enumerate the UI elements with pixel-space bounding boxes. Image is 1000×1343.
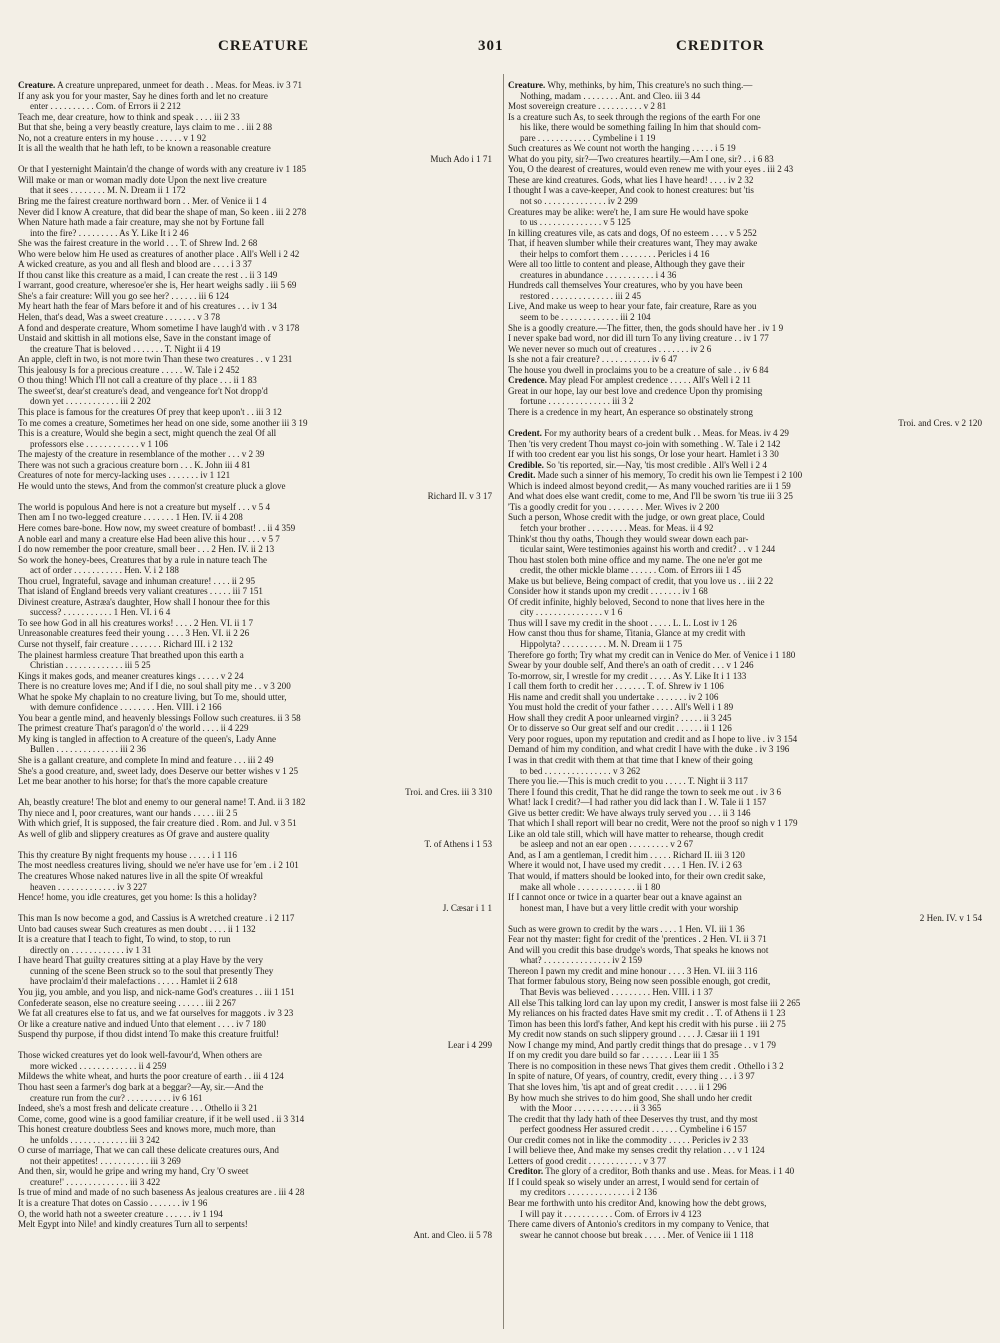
entry-line: honest man, I have but a very little credit with your worship bbox=[520, 902, 739, 913]
entry-line: Creature. A creature unprepared, unmeet for death . . Meas. for Meas. iv 3 71 bbox=[18, 80, 303, 90]
entry-line: That, if heaven slumber while their creatures want, They may awake bbox=[508, 238, 758, 249]
entry-line: Christian . . . . . . . . . . . . . iii 5 25 bbox=[30, 660, 151, 671]
entry-line: How shall they credit A poor unlearned virgin? . . . . . ii 3 245 bbox=[508, 712, 732, 723]
entry-line: Or to disserve so Our great self and our credit . . . . . . ii 1 126 bbox=[508, 723, 732, 734]
entry-line: to us . . . . . . . . . . . . . . v 5 125 bbox=[520, 217, 631, 228]
entry-line: Suspend thy purpose, if thou didst intend To make this creature fruitful! bbox=[18, 1029, 279, 1040]
entry-line: Demand of him my condition, and what credit I have with the duke . iv 3 196 bbox=[508, 744, 790, 755]
entry-line: Creatures may be alike: were't he, I am sure He would have spoke bbox=[508, 206, 749, 217]
running-head-left: CREATURE bbox=[218, 38, 310, 54]
entry-line: his like, there would be something failing In him that should com- bbox=[520, 122, 761, 133]
headword: Credible. bbox=[508, 459, 544, 470]
entry-line: This jealousy Is for a precious creature . . . . . W. Tale i 2 452 bbox=[18, 364, 240, 375]
entry-line: O thou thing! Which I'll not call a creature of thy place . . . ii 1 83 bbox=[18, 375, 257, 386]
entry-line: Is true of mind and made of no such baseness As jealous creatures are . iii 4 28 bbox=[18, 1187, 305, 1198]
entry-line: ticular saint, Were testimonies against his worth and credit? . . v 1 244 bbox=[520, 544, 776, 555]
entry-line: Such a person, Whose credit with the judge, or own great place, Could bbox=[508, 512, 765, 523]
entry-line: Never did I know A creature, that did bear the shape of man, So keen . iii 2 278 bbox=[18, 206, 307, 217]
entry-line: Make us but believe, Being compact of credit, that you love us . . iii 2 22 bbox=[508, 575, 774, 586]
entry-line: This thy creature By night frequents my house . . . . . i 1 116 bbox=[18, 849, 237, 860]
entry-line: I have heard That guilty creatures sitting at a play Have by the very bbox=[18, 955, 264, 966]
entry-line: creatures in abundance . . . . . . . . . . . i 4 36 bbox=[520, 269, 677, 280]
entry-line: My credit now stands on such slippery ground . . . . J. Cæsar iii 1 191 bbox=[508, 1029, 761, 1040]
entry-line: fetch your brother . . . . . . . . . Meas. for Meas. ii 4 92 bbox=[520, 522, 714, 533]
entry-line: O curse of marriage, That we can call these delicate creatures ours, And bbox=[18, 1145, 279, 1156]
headword: Creature. bbox=[18, 80, 56, 90]
entry-line: There is no creature loves me; And if I die, no soul shall pity me . . v 3 200 bbox=[18, 681, 291, 692]
entry-line: Troi. and Cres. iii 3 310 bbox=[405, 786, 492, 797]
entry-line: Kings it makes gods, and meaner creatures kings . . . . . v 2 24 bbox=[18, 670, 244, 681]
entry-line: What! lack I credit?—I had rather you did lack than I . W. Tale ii 1 157 bbox=[508, 797, 767, 808]
entry-line: Creatures of note for mercy-lacking uses . . . . . . . iv 1 121 bbox=[18, 470, 231, 481]
entry-line: No, not a creature enters in my house . . . . . . v 1 92 bbox=[18, 132, 207, 143]
entry-line: That would, if matters should be looked into, for their own credit sake, bbox=[508, 871, 766, 882]
entry-line: She's a fair creature: Will you go see her? . . . . . . iii 6 124 bbox=[18, 290, 229, 301]
entry-line: She was the fairest creature in the world . . . T. of Shrew Ind. 2 68 bbox=[18, 238, 258, 249]
headword: Creature. bbox=[508, 80, 546, 90]
entry-line: Unreasonable creatures feed their young . . . . 3 Hen. VI. ii 2 26 bbox=[18, 628, 250, 639]
entry-line: And what does else want credit, come to me, And I'll be sworn 'tis true iii 3 25 bbox=[508, 491, 793, 502]
entry-line: Thy niece and I, poor creatures, want our hands . . . . . iii 2 5 bbox=[18, 807, 238, 818]
entry-line: But that she, being a very beastly creature, lays claim to me . . iii 2 88 bbox=[18, 122, 273, 133]
headword: Credence. bbox=[508, 375, 547, 386]
entry-line: Timon has been this lord's father, And kept his credit with his purse . iii 2 75 bbox=[508, 1018, 786, 1029]
entry-line: Helen, that's dead, Was a sweet creature . . . . . . . v 3 78 bbox=[18, 312, 220, 323]
entry-line: He would unto the stews, And from the common'st creature pluck a glove bbox=[18, 480, 286, 491]
entry-line: She is a goodly creature.—The fitter, then, the gods should have her . iv 1 9 bbox=[508, 322, 784, 333]
entry-line: Credible. So 'tis reported, sir.—Nay, 'tis most credible . All's Well i 2 4 bbox=[508, 459, 767, 470]
entry-line: down yet . . . . . . . . . . . . iii 2 202 bbox=[30, 396, 151, 407]
entry-line: Thereon I pawn my credit and mine honour . . . . 3 Hen. VI. iii 3 116 bbox=[508, 965, 758, 976]
entry-line: In spite of nature, Of years, of country, credit, every thing . . . i 3 97 bbox=[508, 1071, 755, 1082]
entry-line: And then, sir, would he gripe and wring my hand, Cry 'O sweet bbox=[18, 1166, 249, 1177]
entry-line: Will make or man or woman madly dote Upon the next live creature bbox=[18, 174, 267, 185]
entry-line: That Bevis was believed . . . . . . . . . Hen. VIII. i 1 37 bbox=[520, 987, 713, 998]
entry-line: To-morrow, sir, I wrestle for my credit . . . . . As Y. Like It i 1 133 bbox=[508, 670, 747, 681]
entry-line: There came divers of Antonio's creditors in my company to Venice, that bbox=[508, 1219, 770, 1230]
entry-line: Of credit infinite, highly beloved, Second to none that lives here in the bbox=[508, 596, 765, 607]
entry-line: Letters of good credit . . . . . . . . . . . . v 3 77 bbox=[508, 1155, 667, 1166]
entry-line: All else This talking lord can lay upon my credit, I answer is most false iii 2 265 bbox=[508, 997, 801, 1008]
entry-line: not their appetites! . . . . . . . . . . . iii 3 269 bbox=[30, 1155, 181, 1166]
entry-line: And, as I am a gentleman, I credit him . . . . . Richard II. iii 3 120 bbox=[508, 849, 745, 860]
entry-line: their helps to comfort them . . . . . . . . Pericles i 4 16 bbox=[520, 248, 710, 259]
entry-line: If I could speak so wisely under an arrest, I would send for certain of bbox=[508, 1176, 759, 1187]
entry-line: If thou canst like this creature as a maid, I can create the rest . . ii 3 149 bbox=[18, 269, 278, 280]
entry-line: creature!' . . . . . . . . . . . . . . iii 3 422 bbox=[30, 1176, 161, 1187]
entry-line: directly on . . . . . . . . . . . . iv 1 31 bbox=[30, 944, 152, 955]
entry-line: my creditors . . . . . . . . . . . . . . i 2 136 bbox=[520, 1187, 657, 1198]
entry-line: 'Tis a goodly credit for you . . . . . . . . Mer. Wives iv 2 200 bbox=[508, 501, 720, 512]
entry-line: There you lie.—This is much credit to you . . . . . T. Night ii 3 117 bbox=[508, 776, 748, 787]
entry-line: more wicked . . . . . . . . . . . . . ii 4 259 bbox=[30, 1060, 167, 1071]
entry-line: My heart hath the fear of Mars before it and of his creatures . . . iv 1 34 bbox=[18, 301, 277, 312]
entry-line: with the Moor . . . . . . . . . . . . . ii 3 365 bbox=[520, 1103, 662, 1114]
entry-line: Bear me forthwith unto his creditor And, knowing how the debt grows, bbox=[508, 1197, 767, 1208]
page-number: 301 bbox=[478, 38, 504, 54]
entry-line: His name and credit shall you undertake . . . . . . . iv 2 106 bbox=[508, 691, 719, 702]
right-column bbox=[508, 80, 984, 1240]
headword: Credent. bbox=[508, 428, 542, 439]
entry-line: The creatures Whose naked natures live in all the spite Of wreakful bbox=[18, 871, 264, 882]
entry-line: Much Ado i 1 71 bbox=[430, 153, 492, 164]
entry-line: You, O the dearest of creatures, would even renew me with your eyes . iii 2 43 bbox=[508, 164, 794, 175]
entry-line: O, the world hath not a sweeter creature . . . . . . iv 1 194 bbox=[18, 1208, 223, 1219]
entry-line: Hence! home, you idle creatures, get you home: Is this a holiday? bbox=[18, 892, 257, 903]
entry-line: city . . . . . . . . . . . . . . . v 1 6 bbox=[520, 607, 623, 618]
entry-line: have proclaim'd their malefactions . . . . . Hamlet ii 2 618 bbox=[30, 976, 238, 987]
entry-line: 2 Hen. IV. v 1 54 bbox=[919, 913, 982, 924]
entry-line: seem to be . . . . . . . . . . . . . iii 2 104 bbox=[520, 312, 651, 323]
entry-line: Curse not thyself, fair creature . . . . . . . Richard III. i 2 132 bbox=[18, 638, 233, 649]
headword: Creditor. bbox=[508, 1166, 544, 1177]
entry-line: That which I shall report will bear no credit, Were not the proof so nigh v 1 179 bbox=[508, 818, 798, 829]
entry-line: Think'st thou thy oaths, Though they would swear down each par- bbox=[508, 533, 749, 544]
entry-line: You must hold the credit of your father . . . . . All's Well i 1 89 bbox=[508, 702, 734, 713]
entry-line: T. of Athens i 1 53 bbox=[424, 839, 492, 850]
entry-line: I call them forth to credit her . . . . . . . T. of. Shrew iv 1 106 bbox=[508, 681, 724, 692]
entry-line: I do now remember the poor creature, small beer . . . 2 Hen. IV. ii 2 13 bbox=[18, 544, 275, 555]
entry-line: Most sovereign creature . . . . . . . . . . v 2 81 bbox=[508, 101, 667, 112]
entry-line: Unstaid and skittish in all motions else, Save in the constant image of bbox=[18, 333, 271, 344]
entry-line: There is no composition in these news That gives them credit . Othello i 3 2 bbox=[508, 1060, 784, 1071]
entry-line: I never spake bad word, nor did ill turn To any living creature . . iv 1 77 bbox=[508, 333, 769, 344]
entry-line: Let me bear another to his horse; for that's the more capable creature bbox=[18, 776, 268, 787]
entry-line: enter . . . . . . . . . . Com. of Errors ii 2 212 bbox=[30, 101, 181, 112]
entry-line: The plainest harmless creature That breathed upon this earth a bbox=[18, 649, 244, 660]
entry-line: Divinest creature, Astræa's daughter, How shall I honour thee for this bbox=[18, 596, 270, 607]
entry-line: Creditor. The glory of a creditor, Both thanks and use . Meas. for Meas. i 1 40 bbox=[508, 1166, 795, 1177]
entry-line: not so . . . . . . . . . . . . . . iv 2 299 bbox=[520, 196, 638, 207]
entry-line: As well of glib and slippery creatures as Of grave and austere quality bbox=[18, 828, 270, 839]
entry-line: Hippolyta? . . . . . . . . . . M. N. Dream ii 1 75 bbox=[520, 638, 683, 649]
entry-line: Thou cruel, Ingrateful, savage and inhuman creature! . . . . ii 2 95 bbox=[18, 575, 256, 586]
entry-line: Troi. and Cres. v 2 120 bbox=[898, 417, 982, 428]
entry-line: Credit. Made such a sinner of his memory, To credit his own lie Tempest i 2 100 bbox=[508, 470, 803, 481]
left-column bbox=[18, 80, 494, 1240]
entry-line: Here comes bare-bone. How now, my sweet creature of bombast! . . ii 4 359 bbox=[18, 522, 296, 533]
entry-line: to bed . . . . . . . . . . . . . . . v 3 262 bbox=[520, 765, 641, 776]
entry-line: The majesty of the creature in resemblance of the mother . . . v 2 39 bbox=[18, 449, 265, 460]
entry-line: Live, And make us weep to hear your fate, fair creature, Rare as you bbox=[508, 301, 757, 312]
entry-line: Then am I no two-legged creature . . . . . . . 1 Hen. IV. ii 4 208 bbox=[18, 512, 243, 523]
entry-line: Credence. May plead For amplest credence . . . . . All's Well i 2 11 bbox=[508, 375, 751, 386]
entry-line: So work the honey-bees, Creatures that by a rule in nature teach The bbox=[18, 554, 268, 565]
entry-line: My king is tangled in affection to A creature of the queen's, Lady Anne bbox=[18, 733, 277, 744]
entry-line: To see how God in all his creatures works! . . . . 2 Hen. VI. ii 1 7 bbox=[18, 617, 254, 628]
entry-line: he unfolds . . . . . . . . . . . . . iii 3 242 bbox=[30, 1134, 160, 1145]
entry-line: Which is indeed almost beyond credit,— As many vouched rarities are ii 1 59 bbox=[508, 480, 791, 491]
entry-line: Unto bad causes swear Such creatures as men doubt . . . . ii 1 132 bbox=[18, 923, 256, 934]
entry-line: The most needless creatures living, should we ne'er have use for 'em . i 2 101 bbox=[18, 860, 299, 871]
entry-line: A noble earl and many a creature else Had been alive this hour . . . v 5 7 bbox=[18, 533, 280, 544]
entry-line: perfect goodness Her assured credit . . . . . . Cymbeline i 6 157 bbox=[520, 1124, 747, 1135]
entry-line: Thou hast stolen both mine office and my name. The one ne'er got me bbox=[508, 554, 763, 565]
entry-line: Or like a creature native and indued Unto that element . . . . iv 7 180 bbox=[18, 1018, 266, 1029]
running-head-right: CREDITOR bbox=[676, 38, 765, 54]
entry-line: The primest creature That's paragon'd o' the world . . . . ii 4 229 bbox=[18, 723, 249, 734]
entry-line: Hundreds call themselves Your creatures, who by you have been bbox=[508, 280, 743, 291]
entry-line: Is a creature such As, to seek through the regions of the earth For one bbox=[508, 111, 761, 122]
entry-line: that it sees . . . . . . . . M. N. Dream ii 1 172 bbox=[30, 185, 186, 196]
entry-line: success? . . . . . . . . . . . 1 Hen. VI. i 6 4 bbox=[30, 607, 171, 618]
entry-line: restored . . . . . . . . . . . . . . iii 2 45 bbox=[520, 290, 641, 301]
entry-line: How canst thou thus for shame, Titania, Glance at my credit with bbox=[508, 628, 746, 639]
entry-line: The credit that thy lady hath of thee Deserves thy trust, and thy most bbox=[508, 1113, 758, 1124]
entry-line: professors else . . . . . . . . . . . . v 1 106 bbox=[30, 438, 168, 449]
entry-line: It is a creature That dotes on Cassio . . . . . . . iv 1 96 bbox=[18, 1197, 208, 1208]
entry-line: You bear a gentle mind, and heavenly blessings Follow such creatures. ii 3 58 bbox=[18, 712, 301, 723]
entry-line: The house you dwell in proclaims you to be a creature of sale . . iv 6 84 bbox=[508, 364, 769, 375]
entry-line: Such creatures as We count not worth the hanging . . . . . i 5 19 bbox=[508, 143, 736, 154]
entry-line: Therefore go forth; Try what my credit can in Venice do Mer. of Venice i 1 180 bbox=[508, 649, 796, 660]
entry-line: I will pay it . . . . . . . . . . . Com. of Errors iv 4 123 bbox=[520, 1208, 702, 1219]
entry-line: A wicked creature, as you and all flesh and blood are . . . . i 3 37 bbox=[18, 259, 252, 270]
entry-line: A fond and desperate creature, Whom sometime I have laugh'd with . v 3 178 bbox=[18, 322, 300, 333]
entry-line: Such as were grown to credit by the wars . . . . 1 Hen. VI. iii 1 36 bbox=[508, 923, 745, 934]
entry-line: Our credit comes not in like the commodity . . . . . Pericles iv 2 33 bbox=[508, 1134, 749, 1145]
entry-line: what? . . . . . . . . . . . . . . . iv 2 159 bbox=[520, 955, 642, 966]
entry-line: make all whole . . . . . . . . . . . . . ii 1 80 bbox=[520, 881, 661, 892]
entry-line: This place is famous for the creatures Of prey that keep upon't . . iii 3 12 bbox=[18, 406, 282, 417]
entry-line: By how much she strives to do him good, She shall undo her credit bbox=[508, 1092, 752, 1103]
entry-line: This man Is now become a god, and Cassius is A wretched creature . i 2 117 bbox=[18, 913, 295, 924]
column-divider bbox=[503, 74, 504, 1329]
entry-line: She is a gallant creature, and complete In mind and feature . . . iii 2 49 bbox=[18, 755, 274, 765]
entry-line: If I cannot once or twice in a quarter bear out a knave against an bbox=[508, 892, 742, 903]
entry-line: Melt Egypt into Nile! and kindly creatures Turn all to serpents! bbox=[18, 1219, 248, 1230]
entry-line: the creature That is beloved . . . . . . . T. Night ii 4 19 bbox=[30, 343, 221, 354]
entry-line: We fat all creatures else to fat us, and we fat ourselves for maggots . iv 3 23 bbox=[18, 1008, 294, 1019]
entry-line: into the fire? . . . . . . . . . As Y. Like It i 2 46 bbox=[30, 227, 189, 238]
entry-line: If any ask you for your master, Say he dines forth and let no creature bbox=[18, 90, 268, 101]
entry-line: In killing creatures vile, as cats and dogs, Of no esteem . . . . v 5 252 bbox=[508, 227, 757, 238]
entry-line: To me comes a creature, Sometimes her head on one side, some another iii 3 19 bbox=[18, 417, 308, 428]
entry-line: These are kind creatures. Gods, what lies I have heard! . . . . iv 2 32 bbox=[508, 174, 754, 185]
entry-line: cunning of the scene Been struck so to the soul that presently They bbox=[30, 965, 274, 976]
entry-line: Now I change my mind, And partly credit things that do presage . . v 1 79 bbox=[508, 1039, 776, 1050]
entry-line: act of order . . . . . . . . . . . Hen. V. i 2 188 bbox=[30, 565, 179, 576]
entry-line: Bullen . . . . . . . . . . . . . . iii 2 36 bbox=[30, 744, 146, 755]
entry-line: Mildews the white wheat, and hurts the poor creature of earth . . iii 4 124 bbox=[18, 1071, 284, 1082]
entry-line: What do you pity, sir?—Two creatures heartily.—Am I one, sir? . . i 6 83 bbox=[508, 153, 774, 164]
entry-line: Thus will I save my credit in the shoot . . . . . L. L. Lost iv 1 26 bbox=[508, 617, 737, 628]
entry-line: pare . . . . . . . . . . . . Cymbeline i 1 19 bbox=[520, 132, 656, 143]
entry-line: What he spoke My chaplain to no creature living, but To me, should utter, bbox=[18, 691, 287, 702]
entry-line: Swear by your double self, And there's an oath of credit . . . v 1 246 bbox=[508, 660, 754, 671]
entry-line: Richard II. v 3 17 bbox=[427, 491, 492, 502]
entry-line: This is a creature, Would she begin a sect, might quench the zeal Of all bbox=[18, 428, 277, 439]
entry-line: Were all too little to content and please, Although they gave their bbox=[508, 259, 745, 270]
entry-line: Thou hast seen a farmer's dog bark at a beggar?—Ay, sir.—And the bbox=[18, 1081, 264, 1092]
entry-line: If with too credent ear you list his songs, Or lose your heart. Hamlet i 3 30 bbox=[508, 449, 779, 460]
entry-line: Ah, beastly creature! The blot and enemy to our general name! T. And. ii 3 182 bbox=[18, 797, 306, 808]
entry-line: Or that I yesternight Maintain'd the change of words with any creature iv 1 185 bbox=[18, 164, 307, 175]
entry-line: Come, come, good wine is a good familiar creature, if it be well used . ii 3 314 bbox=[18, 1113, 305, 1124]
entry-line: The sweet'st, dear'st creature's dead, and vengeance for't Not dropp'd bbox=[18, 385, 268, 396]
entry-line: She's a good creature, and, sweet lady, does Deserve our better wishes v 1 25 bbox=[18, 765, 299, 776]
entry-line: Teach me, dear creature, how to think and speak . . . . iii 2 33 bbox=[18, 111, 240, 122]
entry-line: That she loves him, 'tis apt and of great credit . . . . . ii 1 296 bbox=[508, 1081, 727, 1092]
entry-line: My reliances on his fracted dates Have smit my credit . . T. of Athens ii 1 23 bbox=[508, 1008, 786, 1019]
entry-line: fortune . . . . . . . . . . . . . . iii 3 2 bbox=[520, 396, 634, 407]
entry-line: Is she not a fair creature? . . . . . . . . . . . iv 6 47 bbox=[508, 354, 678, 365]
entry-line: There was not such a gracious creature born . . . K. John iii 4 81 bbox=[18, 459, 251, 470]
entry-line: That former fabulous story, Being now seen possible enough, got credit, bbox=[508, 976, 771, 987]
entry-line: Credent. For my authority bears of a credent bulk . . Meas. for Meas. iv 4 29 bbox=[508, 428, 789, 439]
entry-line: I warrant, good creature, wheresoe'er she is, Her heart weighs sadly . iii 5 69 bbox=[18, 280, 297, 291]
entry-line: Confederate season, else no creature seeing . . . . . . iii 2 267 bbox=[18, 997, 236, 1008]
entry-line: An apple, cleft in two, is not more twin Than these two creatures . . v 1 231 bbox=[18, 354, 293, 365]
entry-line: J. Cæsar i 1 1 bbox=[442, 902, 492, 913]
entry-line: That island of England breeds very valiant creatures . . . . . iii 7 151 bbox=[18, 586, 263, 597]
entry-line: Very poor rogues, upon my reputation and credit and as I hope to live . iv 3 154 bbox=[508, 733, 798, 744]
entry-line: I thought I was a cave-keeper, And cook to honest creatures: but 'tis bbox=[508, 185, 754, 196]
entry-line: Fear not thy master: fight for credit of the 'prentices . 2 Hen. VI. ii 3 71 bbox=[508, 934, 767, 945]
entry-line: credit, the other mickle blame . . . . . . Com. of Errors iii 1 45 bbox=[520, 565, 742, 576]
entry-line: Where it would not, I have used my credit . . . . 1 Hen. IV. i 2 63 bbox=[508, 860, 742, 871]
entry-line: Give us better credit: We have always truly served you . . . ii 3 146 bbox=[508, 807, 751, 818]
entry-line: Lear i 4 299 bbox=[447, 1039, 492, 1050]
entry-line: It is a creature that I teach to fight, To wind, to stop, to run bbox=[18, 934, 231, 945]
entry-line: If on my credit you dare build so far . . . . . . . Lear iii 1 35 bbox=[508, 1050, 719, 1061]
entry-line: And will you credit this base drudge's words, That speaks he knows not bbox=[508, 944, 769, 955]
entry-line: heaven . . . . . . . . . . . . . iv 3 227 bbox=[30, 881, 147, 892]
entry-line: When Nature hath made a fair creature, may she not by Fortune fall bbox=[18, 217, 265, 228]
entry-line: with demure confidence . . . . . . . . Hen. VIII. i 2 166 bbox=[30, 702, 222, 713]
entry-line: You jig, you amble, and you lisp, and nick-name God's creatures . . iii 1 151 bbox=[18, 987, 295, 998]
entry-line: swear he cannot choose but break . . . . . Mer. of Venice iii 1 118 bbox=[520, 1229, 754, 1240]
entry-line: It is all the wealth that he hath left, to be known a reasonable creature bbox=[18, 143, 271, 154]
entry-line: Those wicked creatures yet do look well-favour'd, When others are bbox=[18, 1050, 262, 1061]
entry-line: Ant. and Cleo. ii 5 78 bbox=[413, 1229, 492, 1240]
entry-line: Great in our hope, lay our best love and credence Upon thy promising bbox=[508, 385, 763, 396]
entry-line: I was in that credit with them at that time that I knew of their going bbox=[508, 755, 753, 765]
entry-line: be asleep and not an ear open . . . . . . . . . v 2 67 bbox=[520, 839, 693, 850]
entry-line: Creature. Why, methinks, by him, This creature's no such thing.— bbox=[508, 80, 753, 90]
entry-line: We never never so much out of creatures . . . . . . . iv 2 6 bbox=[508, 343, 712, 354]
entry-line: Bring me the fairest creature northward born . . Mer. of Venice ii 1 4 bbox=[18, 196, 267, 207]
headword: Credit. bbox=[508, 470, 536, 481]
entry-line: Indeed, she's a most fresh and delicate creature . . . Othello ii 3 21 bbox=[18, 1103, 258, 1114]
entry-line: With which grief, It is supposed, the fair creature died . Rom. and Jul. v 3 51 bbox=[18, 818, 297, 829]
entry-line: There is a credence in my heart, An esperance so obstinately strong bbox=[508, 406, 753, 417]
entry-line: Who were below him He used as creatures of another place . All's Well i 2 42 bbox=[18, 248, 300, 259]
entry-line: Then 'tis very credent Thou mayst co-join with something . W. Tale i 2 142 bbox=[508, 438, 781, 449]
entry-line: This honest creature doubtless Sees and knows more, much more, than bbox=[18, 1124, 276, 1135]
entry-line: Consider how it stands upon my credit . . . . . . . iv 1 68 bbox=[508, 586, 708, 597]
entry-line: creature run from the cur? . . . . . . . . . . iv 6 161 bbox=[30, 1092, 203, 1103]
entry-line: Nothing, madam . . . . . . . . Ant. and Cleo. iii 3 44 bbox=[520, 90, 701, 101]
entry-line: I will believe thee, And make my senses credit thy relation . . . v 1 124 bbox=[508, 1145, 765, 1156]
entry-line: The world is populous And here is not a creature but myself . . . v 5 4 bbox=[18, 501, 271, 512]
entry-line: There I found this credit, That he did range the town to seek me out . iv 3 6 bbox=[508, 786, 782, 797]
entry-line: Like an old tale still, which will have matter to rehearse, though credit bbox=[508, 828, 764, 839]
